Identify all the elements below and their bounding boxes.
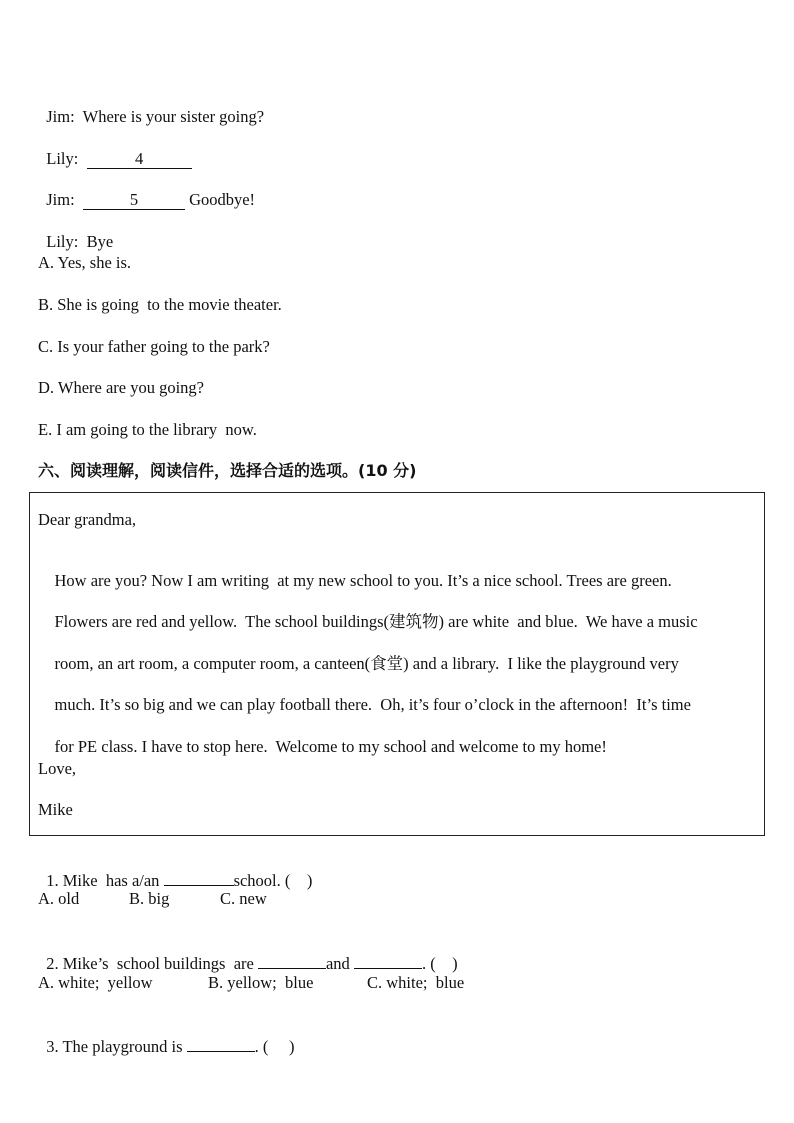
dialogue-text: Bye: [86, 232, 114, 251]
dialogue-text: Goodbye!: [189, 190, 256, 209]
dialogue-line-3: [38, 170, 255, 210]
question-text: 1. Mike has a/an: [46, 871, 164, 890]
question-text: school. ( ): [233, 871, 313, 890]
question-3: [38, 1014, 295, 1057]
letter-box: [29, 492, 765, 836]
speaker: Jim:: [46, 107, 75, 126]
speaker: Jim:: [46, 190, 75, 209]
dialogue-line-4: [38, 212, 113, 252]
letter-cjk-gloss: 建筑物: [389, 612, 439, 631]
answer-blank-5[interactable]: 5: [83, 192, 185, 210]
question-blank[interactable]: [354, 951, 422, 969]
answer-blank-4[interactable]: 4: [87, 151, 192, 169]
choice-c: C. Is your father going to the park?: [38, 337, 270, 356]
question-text: 3. The playground is: [46, 1037, 187, 1056]
question-text: and: [325, 954, 354, 973]
letter-text: How are you? Now I am writing at my new school to you. It’s a nice school. Trees are green.: [54, 571, 672, 590]
question-blank[interactable]: [187, 1034, 255, 1052]
letter-text: for PE class. I have to stop here. Welcome to my school and welcome to my home!: [54, 737, 607, 756]
dialogue-text: Where is your sister going?: [82, 107, 265, 126]
letter-signature: Mike: [38, 800, 73, 819]
question-2: [38, 931, 458, 974]
choice-a: A. Yes, she is.: [38, 253, 132, 272]
question-text: . ( ): [254, 1037, 295, 1056]
letter-text: Flowers are red and yellow. The school buildings(: [54, 612, 390, 631]
q2-option-c: C. white; blue: [367, 973, 465, 992]
choice-b: B. She is going to the movie theater.: [38, 295, 282, 314]
q1-option-c: C. new: [220, 889, 267, 908]
q1-option-a: A. old: [38, 889, 80, 908]
q1-option-b: B. big: [129, 889, 170, 908]
letter-line-5: [38, 717, 607, 777]
speaker: Lily:: [46, 149, 79, 168]
q2-option-a: A. white; yellow: [38, 973, 153, 992]
letter-text: ) and a library. I like the playground very: [403, 654, 679, 673]
question-1: [38, 848, 312, 891]
choice-d: D. Where are you going?: [38, 378, 205, 397]
letter-text: ) are white and blue. We have a music: [438, 612, 698, 631]
section-title: 六、阅读理解，阅读信件，选择合适的选项。(10 分): [38, 461, 417, 480]
letter-greeting: Dear grandma,: [38, 510, 137, 529]
letter-cjk-gloss: 食堂: [370, 654, 404, 673]
letter-text: room, an art room, a computer room, a canteen(: [54, 654, 371, 673]
dialogue-line-2: [38, 129, 192, 169]
question-text: 2. Mike’s school buildings are: [46, 954, 258, 973]
q2-option-b: B. yellow; blue: [208, 973, 314, 992]
letter-closing: Love,: [38, 759, 77, 778]
question-text: . ( ): [421, 954, 458, 973]
question-blank[interactable]: [164, 868, 234, 886]
letter-text: much. It’s so big and we can play football there. Oh, it’s four o’clock in the afternoon! It’s time: [54, 695, 691, 714]
question-blank[interactable]: [258, 951, 326, 969]
choice-e: E. I am going to the library now.: [38, 420, 257, 439]
dialogue-line-1: [38, 87, 264, 127]
speaker: Lily:: [46, 232, 79, 251]
